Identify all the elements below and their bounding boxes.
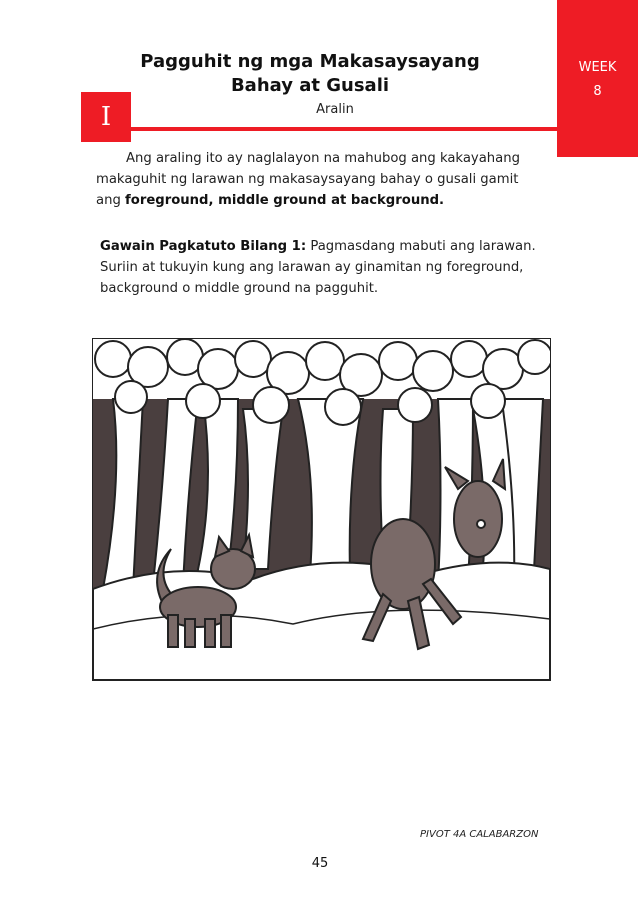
lesson-title-line1: Pagguhit ng mga Makasaysayang [140, 51, 480, 72]
lesson-title [130, 50, 490, 98]
activity-text: Pagmasdang mabuti ang larawan. Suriin at tukuyin kung ang larawan ay ginamitan ng foreground, background o middle ground na pagguhit. [100, 239, 536, 296]
intro-text: Ang araling ito ay naglalayon na mahubog ang kakayahang makaguhit ng larawan ng makasaysayang bahay o gusali gamit ang [96, 151, 520, 208]
week-tab [557, 0, 638, 157]
page-number: 45 [311, 856, 329, 871]
intro-bold: foreground, middle ground at background. [125, 193, 445, 208]
lesson-title-line2: Bahay at Gusali [230, 75, 390, 96]
activity-label: Gawain Pagkatuto Bilang 1: [100, 239, 307, 254]
forest-illustration [92, 338, 551, 681]
forest-scene-drawing [93, 339, 550, 680]
footer-brand: PIVOT 4A CALABARZON [420, 829, 539, 840]
week-label: WEEK [578, 60, 617, 75]
activity-paragraph [100, 236, 550, 299]
title-divider [130, 127, 557, 131]
intro-paragraph [96, 148, 546, 211]
week-number: 8 [593, 84, 602, 99]
lesson-subtitle: Aralin [316, 102, 354, 117]
section-badge: I [81, 92, 131, 142]
